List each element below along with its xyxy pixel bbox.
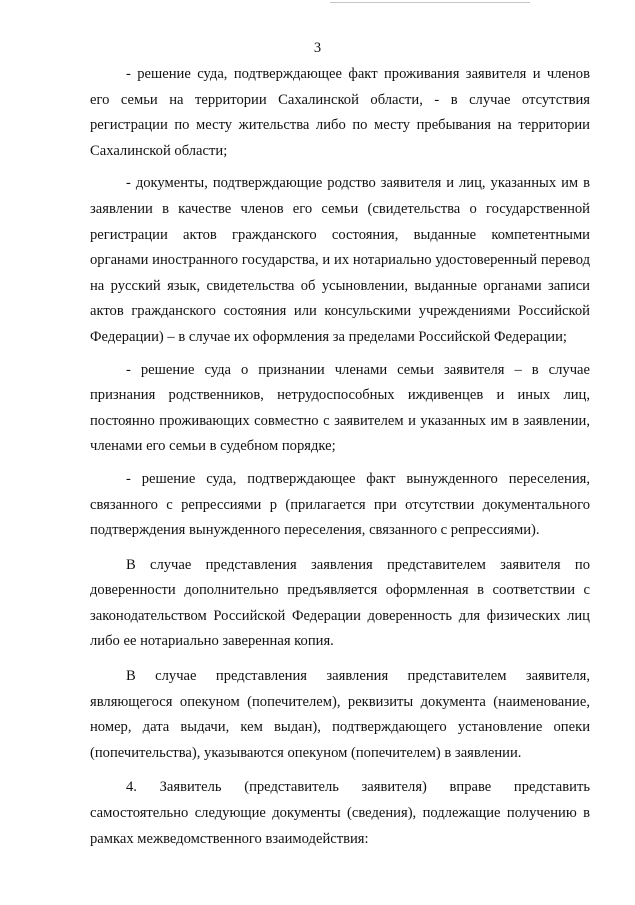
paragraph-court-residence: - решение суда, подтверждающее факт проживания заявителя и членов его семьи на территории Сахалинской области, - в случае отсутствия регистрации по месту жительства либо по месту пребывания на территории Сахалинской области; [90, 66, 590, 159]
page-number: 3 [313, 40, 322, 56]
paragraph-guardian: В случае представления заявления представителем заявителя, являющегося опекуном (попечителем), реквизиты документа (наименование, номер, дата выдачи, кем выдан), подтверждающего установление опеки (попечительства), указываются опекуном (попечителем) в заявлении. [90, 668, 590, 761]
paragraph-power-of-attorney: В случае представления заявления представителем заявителя по доверенности дополнительно предъявляется оформленная в соответствии с законодательством Российской Федерации доверенность для физических лиц либо ее нотариально заверенная копия. [90, 556, 590, 650]
paragraph-item-4: 4. Заявитель (представитель заявителя) вправе представить самостоятельно следующие документы (сведения), подлежащие получению в рамках межведомственного взаимодействия: [90, 779, 590, 847]
paragraph-kinship-documents: - документы, подтверждающие родство заявителя и лиц, указанных им в заявлении в качестве членов его семьи (свидетельства о государственной регистрации актов гражданского состояния, выданные компетентными органами иностранного государства, и их нотариально удостоверенный перевод на русский язык, свидетельства об усыновлении, выданные органами записи актов гражданского состояния или консульскими учреждениями Российской Федерации) – в случае их оформления за пределами Российской Федерации; [90, 175, 590, 345]
paragraph-court-forced-resettlement: - решение суда, подтверждающее факт вынужденного переселения, связанного с репрессиями р (прилагается при отсутствии документального подтверждения вынужденного переселения, связанного с репрессиями). [90, 470, 590, 539]
document-body [90, 62, 590, 852]
scan-edge-line [330, 2, 530, 3]
paragraph-court-family-members: - решение суда о признании членами семьи заявителя – в случае признания родственников, нетрудоспособных иждивенцев и иных лиц, постоянно проживающих совместно с заявителем и указанных им в заявлении, членами его семьи в судебном порядке; [90, 361, 590, 455]
